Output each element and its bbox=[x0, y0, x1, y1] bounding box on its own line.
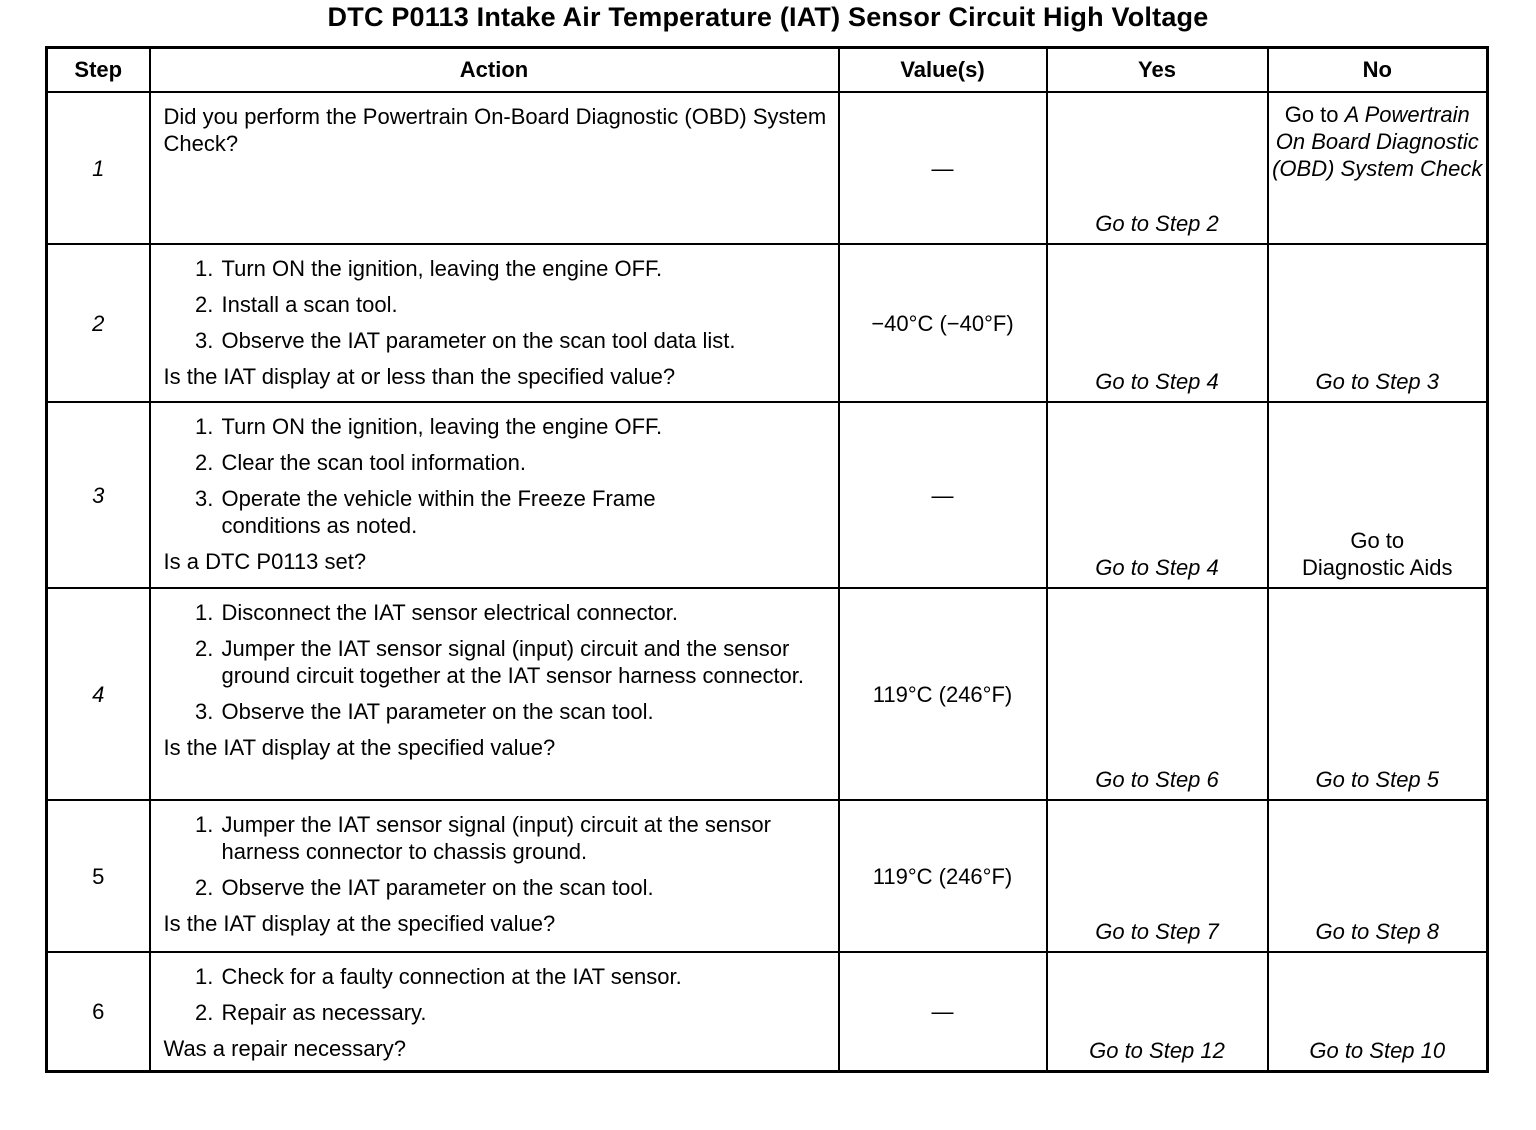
action-list bbox=[164, 963, 830, 1026]
action-question: Is a DTC P0113 set? bbox=[163, 549, 367, 574]
table-header-row bbox=[47, 48, 1488, 93]
step-number: 4 bbox=[47, 588, 150, 800]
action-cell bbox=[150, 402, 839, 588]
action-question: Is the IAT display at or less than the specified value? bbox=[163, 364, 676, 389]
value-cell: 119°C (246°F) bbox=[839, 800, 1047, 952]
action-item: 3. Observe the IAT parameter on the scan tool data list. bbox=[220, 327, 830, 354]
action-question: Was a repair necessary? bbox=[163, 1036, 407, 1061]
no-cell: Go to Step 5 bbox=[1268, 588, 1488, 800]
header-step: Step bbox=[47, 48, 150, 93]
diagnostic-table bbox=[45, 46, 1489, 1073]
no-cell bbox=[1268, 92, 1488, 244]
value-cell: — bbox=[839, 92, 1047, 244]
header-no: No bbox=[1268, 48, 1488, 93]
value-cell: −40°C (−40°F) bbox=[839, 244, 1047, 402]
action-item: 2. Clear the scan tool information. bbox=[220, 449, 830, 476]
action-cell bbox=[150, 92, 839, 244]
action-item: 1. Disconnect the IAT sensor electrical connector. bbox=[220, 599, 830, 626]
action-list bbox=[164, 413, 830, 539]
table-row bbox=[47, 952, 1488, 1072]
yes-cell: Go to Step 12 bbox=[1047, 952, 1268, 1072]
table-row bbox=[47, 402, 1488, 588]
yes-cell: Go to Step 2 bbox=[1047, 92, 1268, 244]
action-item: 3. Observe the IAT parameter on the scan tool. bbox=[220, 698, 830, 725]
action-item: 2. Jumper the IAT sensor signal (input) circuit and the sensor ground circuit together at the IAT sensor harness connector. bbox=[220, 635, 830, 689]
value-cell: 119°C (246°F) bbox=[839, 588, 1047, 800]
no-link-text: A Powertrain On Board Diagnostic (OBD) System Check bbox=[1272, 102, 1483, 181]
yes-cell: Go to Step 7 bbox=[1047, 800, 1268, 952]
action-intro: Did you perform the Powertrain On-Board Diagnostic (OBD) System Check? bbox=[163, 104, 827, 156]
page-title: DTC P0113 Intake Air Temperature (IAT) Sensor Circuit High Voltage bbox=[327, 2, 1209, 32]
action-item: 1. Jumper the IAT sensor signal (input) circuit at the sensor harness connector to chassis ground. bbox=[220, 811, 830, 865]
no-cell: Go to Step 10 bbox=[1268, 952, 1488, 1072]
action-question: Is the IAT display at the specified value? bbox=[163, 911, 556, 936]
table-row bbox=[47, 244, 1488, 402]
step-number: 1 bbox=[47, 92, 150, 244]
step-number: 3 bbox=[47, 402, 150, 588]
table-row bbox=[47, 588, 1488, 800]
no-cell: Go to Step 3 bbox=[1268, 244, 1488, 402]
action-item: 2. Install a scan tool. bbox=[220, 291, 830, 318]
no-cell: Go to Step 8 bbox=[1268, 800, 1488, 952]
action-question: Is the IAT display at the specified value? bbox=[163, 735, 556, 760]
action-item: 1. Turn ON the ignition, leaving the engine OFF. bbox=[220, 413, 830, 440]
action-list bbox=[164, 255, 830, 354]
action-list bbox=[164, 599, 830, 725]
action-cell bbox=[150, 952, 839, 1072]
yes-cell: Go to Step 4 bbox=[1047, 244, 1268, 402]
step-number: 5 bbox=[47, 800, 150, 952]
yes-cell: Go to Step 4 bbox=[1047, 402, 1268, 588]
table-row bbox=[47, 92, 1488, 244]
no-cell: Go to Diagnostic Aids bbox=[1268, 402, 1488, 588]
action-item: 3. Operate the vehicle within the Freeze Frame conditions as noted. bbox=[220, 485, 830, 539]
action-item: 2. Observe the IAT parameter on the scan tool. bbox=[220, 874, 830, 901]
action-cell bbox=[150, 800, 839, 952]
action-list bbox=[164, 811, 830, 901]
yes-cell: Go to Step 6 bbox=[1047, 588, 1268, 800]
action-item: 1. Check for a faulty connection at the IAT sensor. bbox=[220, 963, 830, 990]
no-prefix: Go to bbox=[1284, 102, 1339, 127]
action-item: 2. Repair as necessary. bbox=[220, 999, 830, 1026]
action-item: 1. Turn ON the ignition, leaving the engine OFF. bbox=[220, 255, 830, 282]
table-row bbox=[47, 800, 1488, 952]
value-cell: — bbox=[839, 952, 1047, 1072]
header-values: Value(s) bbox=[839, 48, 1047, 93]
step-number: 2 bbox=[47, 244, 150, 402]
value-cell: — bbox=[839, 402, 1047, 588]
step-number: 6 bbox=[47, 952, 150, 1072]
header-action: Action bbox=[150, 48, 839, 93]
action-cell bbox=[150, 588, 839, 800]
header-yes: Yes bbox=[1047, 48, 1268, 93]
action-cell bbox=[150, 244, 839, 402]
